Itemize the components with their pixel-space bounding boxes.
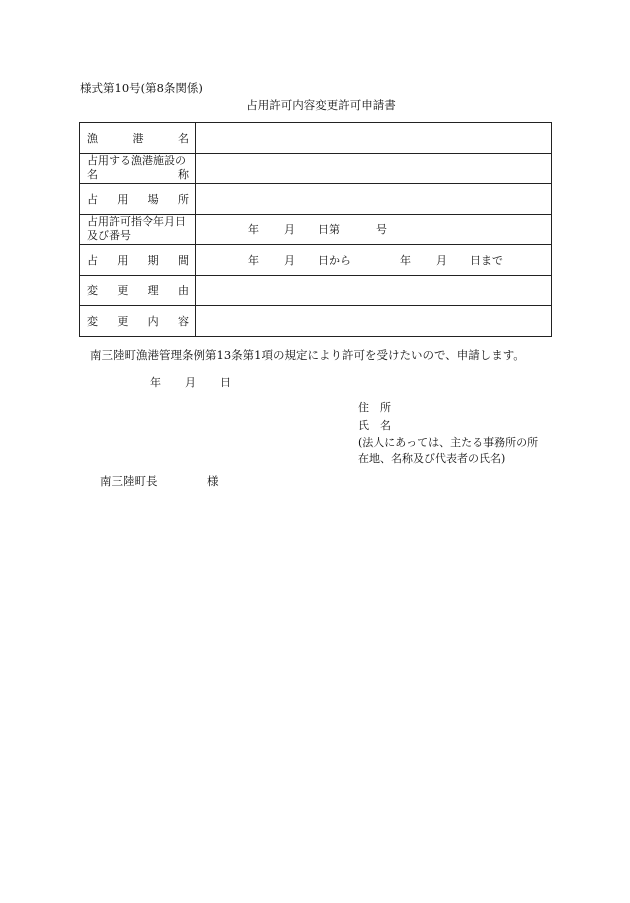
end-month-char: 月 xyxy=(436,253,447,267)
day-number-prefix: 日第 xyxy=(318,223,340,237)
label-char: 内 xyxy=(147,314,159,328)
label-char: 占 xyxy=(87,192,98,206)
label-char: 理 xyxy=(147,284,159,298)
label-char: 港 xyxy=(132,131,144,145)
label-char: 場 xyxy=(147,192,159,206)
value-change-reason[interactable] xyxy=(196,275,552,306)
row-occupancy-period xyxy=(80,245,552,276)
label-char: 更 xyxy=(117,284,129,298)
month-char: 月 xyxy=(284,223,295,237)
start-month-char: 月 xyxy=(284,253,295,267)
applicant-name-label: 氏 名 xyxy=(358,419,391,432)
row-permit-date-number xyxy=(80,214,552,245)
label-change-content xyxy=(80,306,196,337)
year-char: 年 xyxy=(248,223,259,237)
label-occupancy-location xyxy=(80,184,196,215)
label-char: 由 xyxy=(177,284,189,298)
start-day-suffix: 日から xyxy=(318,253,351,267)
document-title: 占用許可内容変更許可申請書 xyxy=(246,98,396,112)
corporate-note-line-1: (法人にあっては、主たる事務所の所 xyxy=(358,436,539,449)
label-char: 変 xyxy=(87,284,98,298)
label-char: 間 xyxy=(177,253,189,267)
date-year-char: 年 xyxy=(150,376,161,389)
label-line: 及び番号 xyxy=(87,229,131,243)
date-month-char: 月 xyxy=(185,376,196,389)
date-day-char: 日 xyxy=(220,376,231,389)
recipient-honorific: 様 xyxy=(207,474,219,488)
form-number: 様式第10号(第8条関係) xyxy=(80,81,203,95)
end-day-suffix: 日まで xyxy=(470,253,503,267)
label-char: 占 xyxy=(87,253,98,267)
row-facility-name xyxy=(80,153,552,184)
row-occupancy-location xyxy=(80,184,552,215)
label-change-reason xyxy=(80,275,196,306)
value-fishing-port-name[interactable] xyxy=(196,123,552,154)
label-fishing-port-name xyxy=(80,123,196,154)
start-year-char: 年 xyxy=(248,253,259,267)
label-facility-name xyxy=(80,153,196,184)
label-char: 称 xyxy=(178,168,189,182)
label-occupancy-period xyxy=(80,245,196,276)
value-facility-name[interactable] xyxy=(196,153,552,184)
row-fishing-port-name xyxy=(80,123,552,154)
label-char: 期 xyxy=(147,253,159,267)
application-statement: 南三陸町漁港管理条例第13条第1項の規定により許可を受けたいので、申請します。 xyxy=(90,348,525,362)
label-permit-date-number xyxy=(80,214,196,245)
label-char: 漁 xyxy=(87,131,98,145)
label-char: 用 xyxy=(117,192,129,206)
application-form-table xyxy=(79,122,552,337)
label-char: 名 xyxy=(178,131,189,145)
label-char: 容 xyxy=(177,314,189,328)
recipient-name: 南三陸町長 xyxy=(100,474,158,488)
number-suffix: 号 xyxy=(376,223,387,237)
label-char: 所 xyxy=(177,192,189,206)
label-char: 用 xyxy=(117,253,129,267)
label-line: 占用許可指令年月日 xyxy=(87,215,186,229)
label-line: 占用する漁港施設の xyxy=(87,154,186,168)
value-occupancy-location[interactable] xyxy=(196,184,552,215)
applicant-address-label: 住 所 xyxy=(358,401,391,414)
row-change-content xyxy=(80,306,552,337)
end-year-char: 年 xyxy=(400,253,411,267)
value-occupancy-period[interactable] xyxy=(196,245,552,276)
label-char: 変 xyxy=(87,314,98,328)
label-char: 更 xyxy=(117,314,129,328)
row-change-reason xyxy=(80,275,552,306)
value-permit-date-number[interactable] xyxy=(196,214,552,245)
label-char: 名 xyxy=(87,168,98,182)
corporate-note-line-2: 在地、名称及び代表者の氏名) xyxy=(358,452,506,465)
value-change-content[interactable] xyxy=(196,306,552,337)
